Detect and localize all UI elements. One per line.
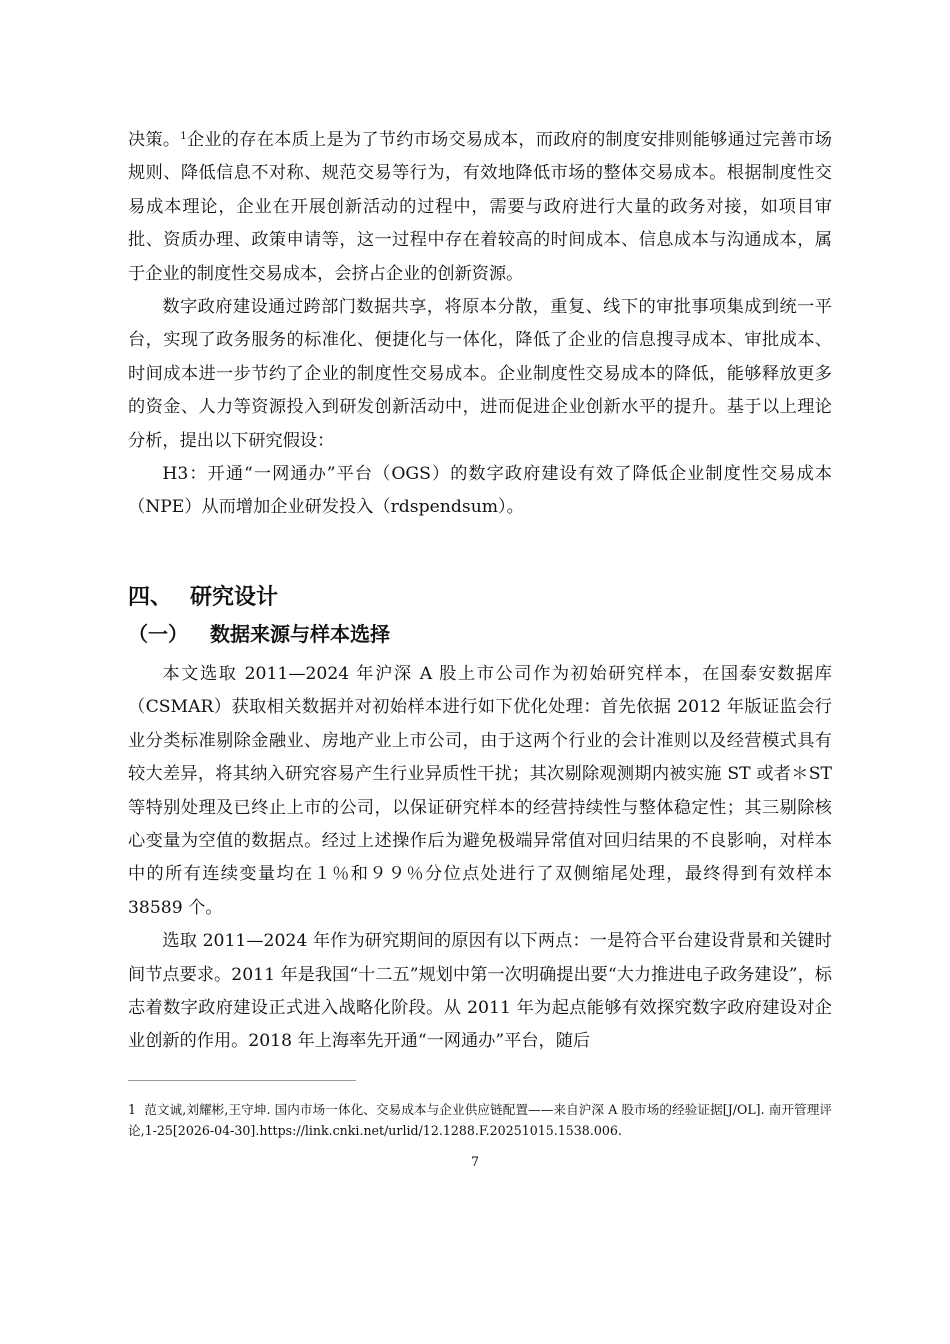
footnote-number: 1 xyxy=(128,1102,137,1117)
footnote-text: 范文诚,刘耀彬,王守坤. 国内市场一体化、交易成本与企业供应链配置——来自沪深 A 股市场的经验证据[J/OL]. 南开管理评论,1-25[2026-04-30].https://link.cnki.net/urlid/12.1288.F.20251015.1538.006. xyxy=(128,1102,832,1138)
section-title: 研究设计 xyxy=(190,585,279,610)
paragraph-3: 本文选取 2011—2024 年沪深 A 股上市公司作为初始研究样本，在国泰安数据库（CSMAR）获取相关数据并对初始样本进行如下优化处理：首先依据 2012 年版证监会行业分类标准剔除金融业、房地产业上市公司，由于这两个行业的会计准则以及经营模式具有较大差异，将其纳入研究容易产生行业异质性干扰；其次剔除观测期内被实施 ST 或者＊ST 等特别处理及已终止上市的公司，以保证研究样本的经营持续性与整体稳定性；其三剔除核心变量为空值的数据点。经过上述操作后为避免极端异常值对回归结果的不良影响，对样本中的所有连续变量均在１％和９９％分位点处进行了双侧缩尾处理，最终得到有效样本 38589 个。 xyxy=(128,664,832,918)
paragraph-1-lead: 决策。 xyxy=(128,130,181,150)
paragraph-4: 选取 2011—2024 年作为研究期间的原因有以下两点：一是符合平台建设背景和关键时间节点要求。2011 年是我国“十二五”规划中第一次明确提出要“大力推进电子政务建设”，标志着数字政府建设正式进入战略化阶段。从 2011 年为起点能够有效探究数字政府建设对企业创新的作用。2018 年上海率先开通“一网通办”平台，随后 xyxy=(128,931,832,1052)
subsection-heading xyxy=(128,618,390,650)
footnote xyxy=(128,1099,832,1141)
paragraph-2: 数字政府建设通过跨部门数据共享，将原本分散，重复、线下的审批事项集成到统一平台，实现了政务服务的标准化、便捷化与一体化，降低了企业的信息搜寻成本、审批成本、时间成本进一步节约了企业的制度性交易成本。企业制度性交易成本的降低，能够释放更多的资金、人力等资源投入到研发创新活动中，进而促进企业创新水平的提升。基于以上理论分析，提出以下研究假设： xyxy=(128,297,832,451)
footnote-separator xyxy=(128,1080,356,1081)
body-text-bottom xyxy=(128,658,832,1059)
paragraph-1-rest: 企业的存在本质上是为了节约市场交易成本，而政府的制度安排则能够通过完善市场规则、降低信息不对称、规范交易等行为，有效地降低市场的整体交易成本。根据制度性交易成本理论，企业在开展创新活动的过程中，需要与政府进行大量的政务对接，如项目审批、资质办理、政策申请等，这一过程中存在着较高的时间成本、信息成本与沟通成本，属于企业的制度性交易成本，会挤占企业的创新资源。 xyxy=(128,130,832,284)
subsection-number: （一） xyxy=(128,622,188,646)
paragraph-1 xyxy=(128,124,832,291)
page-number: 7 xyxy=(470,1154,479,1169)
hypothesis-h3: H3：开通“一网通办”平台（OGS）的数字政府建设有效了降低企业制度性交易成本（NPE）从而增加企业研发投入（rdspendsum）。 xyxy=(128,464,832,518)
section-number: 四、 xyxy=(128,585,173,610)
body-text-top xyxy=(128,124,832,525)
subsection-title: 数据来源与样本选择 xyxy=(210,622,390,646)
section-heading xyxy=(128,581,278,615)
footnote-reference[interactable]: 1 xyxy=(180,131,187,142)
